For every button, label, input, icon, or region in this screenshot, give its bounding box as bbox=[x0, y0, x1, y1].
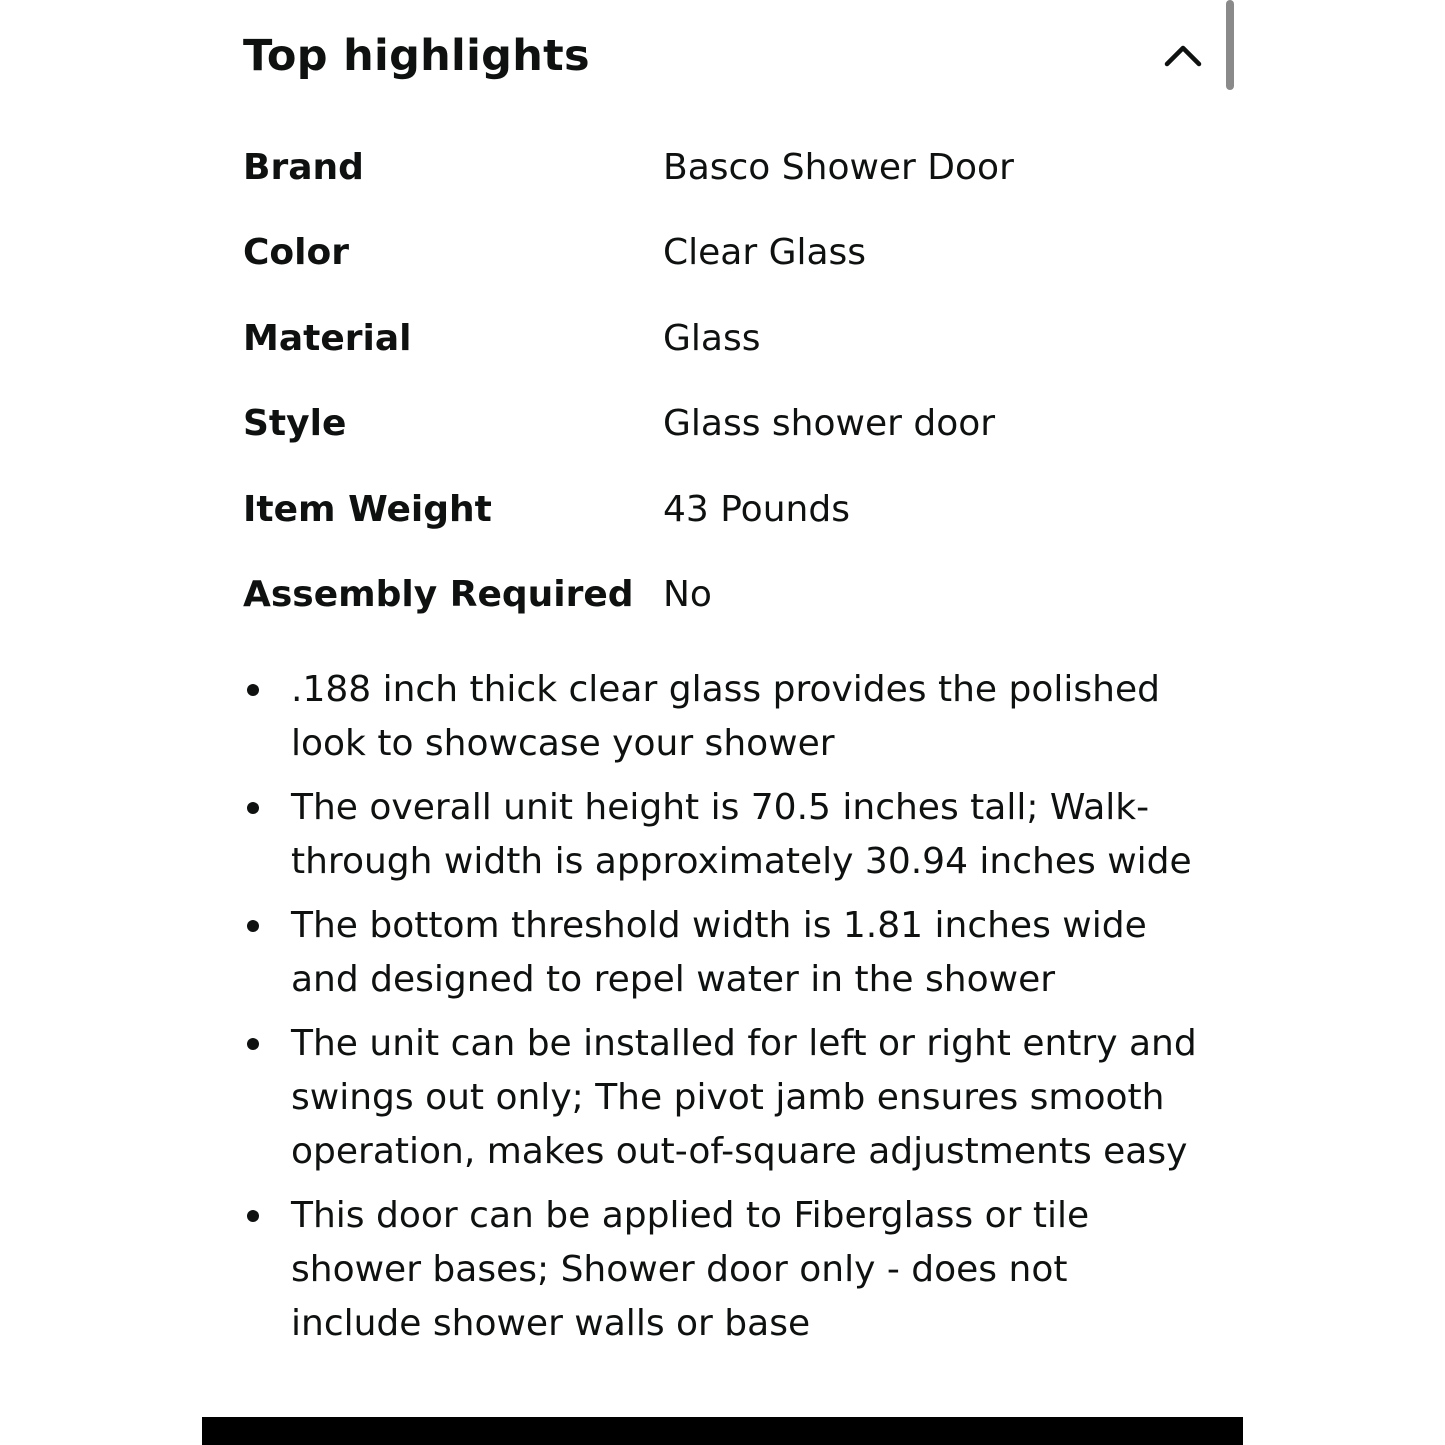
feature-bullet bbox=[243, 899, 1203, 1007]
chevron-up-icon bbox=[1158, 34, 1208, 78]
bottom-bar bbox=[202, 1417, 1243, 1445]
feature-bullet-text: This door can be applied to Fiberglass or tile shower bases; Shower door only - does not include shower walls or base bbox=[291, 1195, 1090, 1344]
bullet-dot-icon bbox=[247, 802, 259, 814]
spec-value: Basco Shower Door bbox=[663, 147, 1014, 188]
spec-key: Material bbox=[243, 317, 412, 359]
spec-row-item-weight bbox=[243, 467, 1203, 552]
spec-row-material bbox=[243, 296, 1203, 381]
feature-bullet-list bbox=[243, 663, 1203, 1361]
bullet-dot-icon bbox=[247, 1210, 259, 1222]
feature-bullet bbox=[243, 1017, 1203, 1179]
spec-value: Glass shower door bbox=[663, 403, 996, 445]
spec-value: 43 Pounds bbox=[663, 488, 850, 530]
spec-key: Item Weight bbox=[243, 488, 492, 530]
spec-row-color bbox=[243, 210, 1203, 295]
feature-bullet-text: .188 inch thick clear glass provides the polished look to showcase your shower bbox=[291, 669, 1160, 764]
bullet-dot-icon bbox=[247, 684, 259, 696]
feature-bullet-text: The unit can be installed for left or right entry and swings out only; The pivot jamb ensures smooth operation, makes out-of-square adjustments easy bbox=[291, 1023, 1197, 1172]
spec-value: No bbox=[663, 573, 712, 615]
feature-bullet bbox=[243, 663, 1203, 771]
spec-value: Clear Glass bbox=[663, 232, 867, 274]
feature-bullet-text: The bottom threshold width is 1.81 inches wide and designed to repel water in the shower bbox=[291, 905, 1147, 1000]
spec-row-brand bbox=[243, 125, 1203, 210]
spec-row-assembly-required bbox=[243, 552, 1203, 637]
section-title: Top highlights bbox=[243, 31, 590, 81]
spec-row-style bbox=[243, 381, 1203, 466]
spec-key: Assembly Required bbox=[243, 573, 634, 615]
specs-table bbox=[243, 125, 1203, 637]
scrollbar-thumb[interactable] bbox=[1226, 0, 1234, 90]
feature-bullet bbox=[243, 1189, 1203, 1351]
spec-key: Color bbox=[243, 232, 349, 274]
spec-key: Style bbox=[243, 403, 347, 445]
bullet-dot-icon bbox=[247, 920, 259, 932]
feature-bullet-text: The overall unit height is 70.5 inches tall; Walk-through width is approximately 30.94 inches wide bbox=[291, 787, 1192, 882]
section-header[interactable] bbox=[243, 26, 1203, 86]
collapse-toggle-button[interactable] bbox=[1158, 34, 1208, 78]
feature-bullet bbox=[243, 781, 1203, 889]
spec-key: Brand bbox=[243, 147, 364, 188]
spec-value: Glass bbox=[663, 317, 761, 359]
bullet-dot-icon bbox=[247, 1038, 259, 1050]
